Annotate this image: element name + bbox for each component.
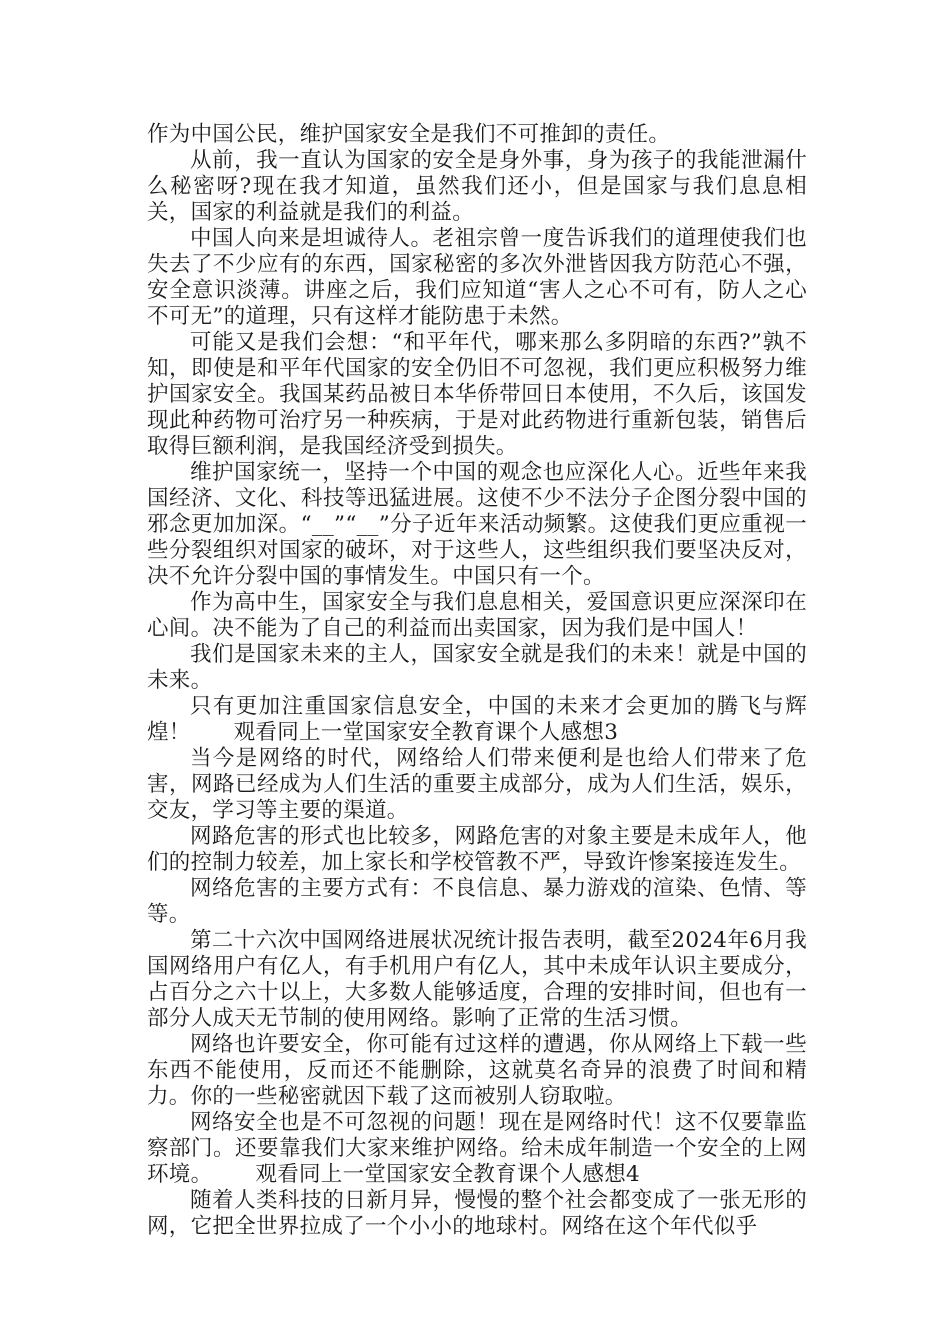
paragraph: [147, 824, 807, 876]
paragraph: [147, 148, 807, 226]
paragraph-text: 作为中国公民，维护国家安全是我们不可推卸的责任。: [147, 122, 671, 147]
paragraph-text: 第二十六次中国网络进展状况统计报告表明，截至2024年6月我国网络用户有亿人，有手机用户有亿人，其中未成年认识主要成分，占百分之六十以上，大多数人能够适度，合理的安排时间，但也有一部分人成天无节制的使用网络。影响了正常的生活习惯。: [147, 928, 807, 1031]
paragraph: [147, 694, 807, 746]
paragraph-text: 网路危害的形式也比较多，网路危害的对象主要是未成年人，他们的控制力较差，加上家长和学校管教不严，导致许惨案接连发生。: [147, 824, 807, 875]
paragraph: [147, 746, 807, 824]
paragraph: [147, 876, 807, 928]
section-heading: 观看同上一堂国家安全教育课个人感想4: [255, 1162, 640, 1187]
paragraph-text: 维护国家统一，坚持一个中国的观念也应深化人心。近些年来我国经济、文化、科技等迅猛进展。这使不少不法分子企图分裂中国的邪念更加加深。“__”“__”分子近年来活动频繁。这使我们更应重视一些分裂组织对国家的破坏，对于这些人，这些组织我们要坚决反对，决不允许分裂中国的事情发生。中国只有一个。: [147, 460, 807, 589]
paragraph: [147, 122, 807, 148]
paragraph-text: 中国人向来是坦诚待人。老祖宗曾一度告诉我们的道理使我们也失去了不少应有的东西，国家秘密的多次外泄皆因我方防范心不强，安全意识淡薄。讲座之后，我们应知道“害人之心不可有，防人之心不可无”的道理，只有这样才能防患于未然。: [147, 226, 807, 329]
paragraph: [147, 1188, 807, 1240]
paragraph-text: 从前，我一直认为国家的安全是身外事，身为孩子的我能泄漏什么秘密呀?现在我才知道，虽然我们还小，但是国家与我们息息相关，国家的利益就是我们的利益。: [147, 148, 807, 225]
paragraph-text: 我们是国家未来的主人，国家安全就是我们的未来！就是中国的未来。: [147, 642, 807, 693]
paragraph-text: 网络安全也是不可忽视的问题！现在是网络时代！这不仅要靠监察部门。还要靠我们大家来维护网络。给未成年制造一个安全的上网环境。: [147, 1110, 807, 1187]
paragraph: [147, 928, 807, 1032]
section-heading: 观看同上一堂国家安全教育课个人感想3: [233, 720, 619, 745]
paragraph-text: 当今是网络的时代，网络给人们带来便利是也给人们带来了危害，网路已经成为人们生活的重要主成部分，成为人们生活，娱乐，交友，学习等主要的渠道。: [147, 746, 807, 823]
paragraph: [147, 1110, 807, 1188]
paragraph-text: 只有更加注重国家信息安全，中国的未来才会更加的腾飞与辉煌！: [147, 694, 807, 745]
paragraph: [147, 642, 807, 694]
paragraph-text: 网络危害的主要方式有：不良信息、暴力游戏的渲染、色情、等等。: [147, 876, 807, 927]
paragraph-text: 可能又是我们会想：“和平年代，哪来那么多阴暗的东西?”孰不知，即使是和平年代国家的安全仍旧不可忽视，我们更应积极努力维护国家安全。我国某药品被日本华侨带回日本使用，不久后，该国发现此种药物可治疗另一种疾病，于是对此药物进行重新包装，销售后取得巨额利润，是我国经济受到损失。: [147, 330, 807, 459]
paragraph: [147, 330, 807, 460]
paragraph-text: 随着人类科技的日新月异，慢慢的整个社会都变成了一张无形的网，它把全世界拉成了一个小小的地球村。网络在这个年代似乎: [147, 1188, 807, 1239]
paragraph: [147, 590, 807, 642]
paragraph: [147, 226, 807, 330]
paragraph: [147, 1032, 807, 1110]
paragraph-text: 作为高中生，国家安全与我们息息相关，爱国意识更应深深印在心间。决不能为了自己的利益而出卖国家，因为我们是中国人！: [147, 590, 807, 641]
paragraph-text: 网络也许要安全，你可能有过这样的遭遇，你从网络上下载一些东西不能使用，反而还不能删除，这就莫名奇异的浪费了时间和精力。你的一些秘密就因下载了这而被别人窃取啦。: [147, 1032, 807, 1109]
paragraph: [147, 460, 807, 590]
document-body: [147, 122, 807, 1240]
